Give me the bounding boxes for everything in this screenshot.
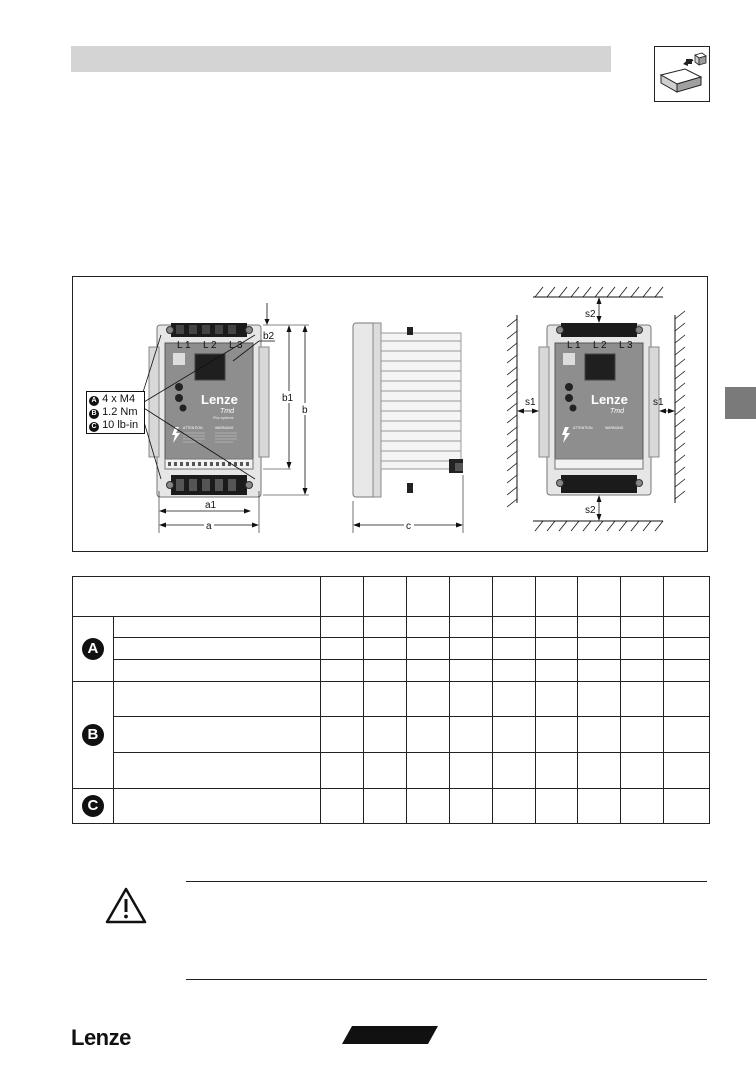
warning-bottom-rule xyxy=(186,979,707,980)
dim-b1-label: b1 xyxy=(282,393,294,404)
table-row xyxy=(73,638,710,659)
right-l1-label: L 1 xyxy=(567,340,581,351)
right-attention-label: ATTENTION xyxy=(573,426,593,430)
side-view xyxy=(353,323,463,533)
table-row xyxy=(73,788,710,823)
group-a-badge: A xyxy=(82,638,104,660)
table-row xyxy=(73,753,710,788)
callout-badge-b: B xyxy=(89,409,99,419)
callout-row-b xyxy=(89,406,142,419)
dim-b2-label: b2 xyxy=(263,331,275,342)
group-a-cell xyxy=(73,617,114,681)
chapter-tab xyxy=(725,387,756,419)
front-tagline-label: Plus systems xyxy=(213,416,234,420)
callout-text-c: 10 lb-in xyxy=(102,419,139,431)
group-c-cell xyxy=(73,788,114,823)
right-brand-label: Lenze xyxy=(591,392,628,407)
front-l1-label: L 1 xyxy=(177,340,191,351)
callout-text-a: 4 x M4 xyxy=(102,393,136,405)
callout-row-a xyxy=(89,393,142,406)
dim-s2-bottom-label: s2 xyxy=(585,505,596,516)
front-warning-label: WARNUNG xyxy=(215,426,234,430)
callout-text-b: 1.2 Nm xyxy=(102,406,138,418)
front-l3-label: L 3 xyxy=(229,340,243,351)
installation-icon xyxy=(654,46,710,102)
front-attention-label: ATTENTION xyxy=(183,426,203,430)
dim-s1-right-label: s1 xyxy=(653,397,664,408)
table-header-row xyxy=(73,577,710,617)
right-l3-label: L 3 xyxy=(619,340,633,351)
table-row xyxy=(73,659,710,681)
right-warning-label: WARNUNG xyxy=(605,426,624,430)
callout-row-c xyxy=(89,419,142,432)
table-row xyxy=(73,617,710,638)
dim-a-label: a xyxy=(206,521,212,532)
front-model-label: Tmd xyxy=(220,408,234,415)
dimensions-table xyxy=(72,576,710,824)
callout-badge-a: A xyxy=(89,396,99,406)
dim-s2-top-label: s2 xyxy=(585,309,596,320)
footer-parallelogram xyxy=(342,1026,440,1044)
front-view xyxy=(139,303,310,533)
dim-s1-left-label: s1 xyxy=(525,397,536,408)
table-row xyxy=(73,717,710,753)
torque-callout xyxy=(86,391,145,434)
group-b-badge: B xyxy=(82,724,104,746)
callout-badge-c: C xyxy=(89,422,99,432)
dimension-figure xyxy=(72,276,708,552)
warning-top-rule xyxy=(186,881,707,882)
warning-triangle-icon xyxy=(104,886,148,926)
dim-c-label: c xyxy=(406,521,411,532)
section-header-bar xyxy=(71,46,611,72)
right-l2-label: L 2 xyxy=(593,340,607,351)
front-l2-label: L 2 xyxy=(203,340,217,351)
clearance-view xyxy=(507,287,685,531)
lenze-logo: Lenze xyxy=(71,1025,131,1050)
dim-b-label: b xyxy=(302,405,308,416)
table-row xyxy=(73,681,710,716)
dim-a1-label: a1 xyxy=(205,500,217,511)
group-c-badge: C xyxy=(82,795,104,817)
group-b-cell xyxy=(73,681,114,788)
front-brand-label: Lenze xyxy=(201,392,238,407)
right-model-label: Tmd xyxy=(610,408,624,415)
